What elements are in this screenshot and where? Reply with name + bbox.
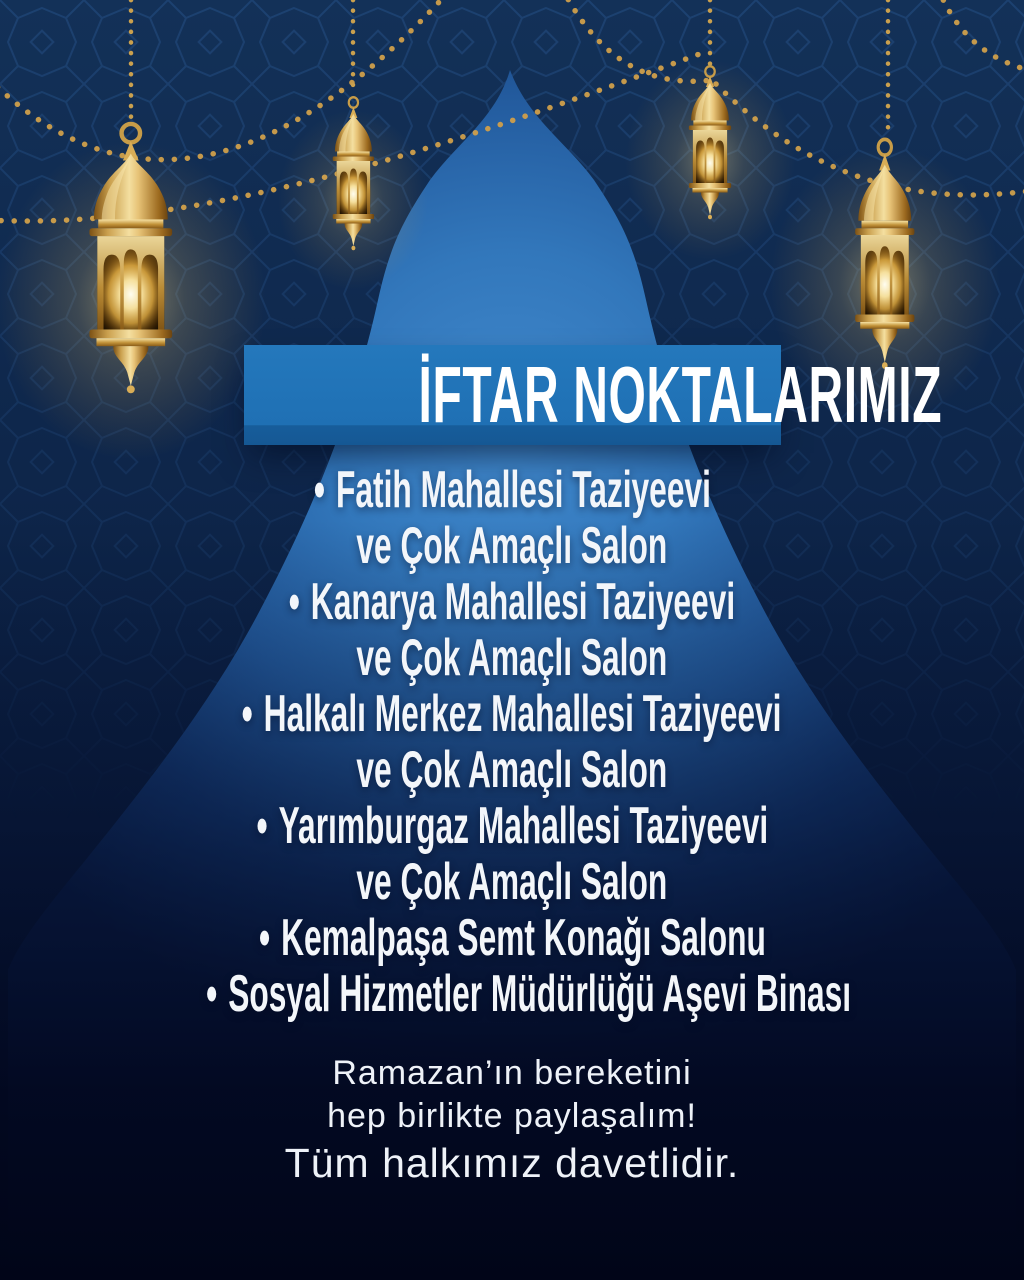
- location-name: Sosyal Hizmetler Müdürlüğü Aşevi Binası: [228, 965, 852, 1023]
- footer-line-1: Ramazan’ın bereketini: [332, 1054, 692, 1092]
- location-item: [0, 910, 1024, 966]
- location-item: [0, 462, 1024, 518]
- location-item: [0, 798, 1024, 854]
- location-name: Kemalpaşa Semt Konağı Salonu: [280, 909, 766, 967]
- iftar-locations-list: [0, 462, 1024, 1022]
- location-name: Halkalı Merkez Mahallesi Taziyeevi: [264, 685, 782, 743]
- poster-title: İFTAR NOKTALARIMIZ: [418, 350, 943, 439]
- bullet-marker: •: [206, 965, 218, 1023]
- location-item: [0, 686, 1024, 742]
- footer-message: [0, 1052, 1024, 1187]
- location-item-continuation: [0, 742, 1024, 798]
- location-name: Kanarya Mahallesi Taziyeevi: [310, 573, 736, 631]
- footer-line-3: Tüm halkımız davetlidir.: [284, 1140, 740, 1186]
- bullet-marker: •: [258, 909, 270, 967]
- bullet-marker: •: [256, 797, 268, 855]
- location-item-continuation: [0, 854, 1024, 910]
- title-banner: [244, 345, 943, 445]
- location-suffix: ve Çok Amaçlı Salon: [356, 741, 668, 799]
- location-suffix: ve Çok Amaçlı Salon: [356, 853, 668, 911]
- footer-line-2: hep birlikte paylaşalım!: [327, 1097, 697, 1135]
- location-item-continuation: [0, 630, 1024, 686]
- location-item: [0, 966, 1024, 1022]
- bullet-marker: •: [242, 685, 254, 743]
- location-name: Yarımburgaz Mahallesi Taziyeevi: [278, 797, 768, 855]
- location-item: [0, 574, 1024, 630]
- location-item-continuation: [0, 518, 1024, 574]
- bullet-marker: •: [288, 573, 300, 631]
- location-name: Fatih Mahallesi Taziyeevi: [335, 461, 711, 519]
- bullet-marker: •: [313, 461, 325, 519]
- location-suffix: ve Çok Amaçlı Salon: [356, 629, 668, 687]
- location-suffix: ve Çok Amaçlı Salon: [356, 517, 668, 575]
